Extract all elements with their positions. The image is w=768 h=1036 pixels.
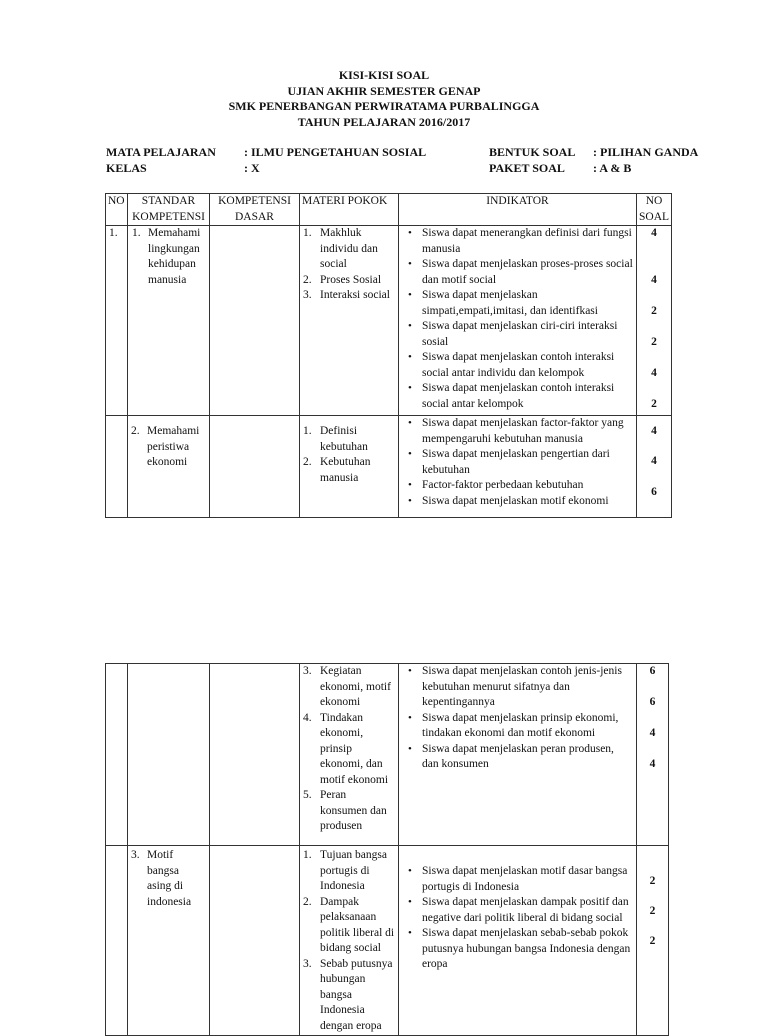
- kompetensi-dasar-cell: [210, 664, 300, 846]
- list-item: • Siswa dapat menjelaskan contoh jenis-jenis kebutuhan menurut sifatnya dan kepentingannya: [422, 664, 633, 711]
- indikator-cell: [399, 226, 637, 416]
- list-item: [303, 957, 395, 1035]
- item-number: 4.: [303, 711, 312, 724]
- item-text: Kegiatan ekonomi, motif ekonomi: [320, 665, 391, 708]
- document-header: [0, 68, 768, 130]
- no-soal-value: 4: [649, 758, 656, 770]
- list-item: • Siswa dapat menjelaskan proses-proses social dan motif social: [422, 257, 633, 288]
- item-number: 2.: [303, 456, 312, 468]
- doc-title: KISI-KISI SOAL: [338, 68, 430, 82]
- kelas-value: : X: [244, 160, 260, 175]
- sk-number: 2.: [131, 425, 140, 437]
- item-number: 1.: [303, 425, 312, 437]
- item-text: Proses Sosial: [320, 273, 382, 286]
- list-item: • Siswa dapat menjelaskan dampak positif dan negative dari politik liberal di bidang social: [422, 895, 633, 926]
- item-number: 5.: [303, 789, 312, 801]
- no-soal-cell: [637, 664, 669, 846]
- item-number: 1.: [303, 227, 312, 239]
- item-text: Peran konsumen dan produsen: [320, 789, 387, 832]
- no-soal-value: 6: [651, 486, 657, 498]
- kompetensi-dasar-cell: [210, 846, 300, 1036]
- mapel-label: MATA PELAJARAN: [106, 145, 216, 159]
- item-text: Kebutuhan manusia: [320, 456, 371, 484]
- item-number: 1.: [303, 849, 312, 861]
- list-item: [303, 288, 395, 304]
- bentuk-label: BENTUK SOAL: [489, 145, 576, 159]
- item-number: 3.: [303, 957, 312, 970]
- no-soal-value: 4: [651, 455, 657, 467]
- row-number: [106, 664, 128, 846]
- bentuk-value: : PILIHAN GANDA: [593, 145, 699, 159]
- list-item: • Siswa dapat menjelaskan motif dasar bangsa portugis di Indonesia: [422, 864, 633, 895]
- paket-label: PAKET SOAL: [489, 160, 565, 175]
- no-soal-value: 6: [649, 665, 656, 677]
- col-materi-pokok-header: MATERI POKOK: [300, 194, 399, 226]
- list-item: [303, 788, 395, 835]
- mapel-value: : ILMU PENGETAHUAN SOSIAL: [244, 145, 427, 159]
- item-text: Dampak pelaksanaan politik liberal di bidang social: [320, 895, 395, 954]
- list-item: • Siswa dapat menjelaskan motif ekonomi: [422, 494, 633, 510]
- item-text: Tujuan bangsa portugis di Indonesia: [320, 849, 387, 892]
- table-row: [106, 416, 672, 518]
- no-soal-value: 2: [651, 398, 657, 410]
- indikator-cell: [399, 846, 637, 1036]
- standar-kompetensi-cell: [128, 226, 210, 416]
- table-row: [106, 226, 672, 416]
- no-soal-value: 4: [651, 367, 657, 379]
- list-item: [303, 664, 395, 711]
- list-item: • Siswa dapat menjelaskan peran produsen, dan konsumen: [422, 742, 633, 773]
- list-item: • Siswa dapat menjelaskan factor-faktor yang mempengaruhi kebutuhan manusia: [422, 416, 633, 447]
- paket-value: : A & B: [593, 160, 632, 175]
- sk-text: Memahami peristiwa ekonomi: [147, 425, 200, 468]
- col-standar-kompetensi-header: STANDAR KOMPETENSI: [128, 194, 210, 226]
- list-item: • Siswa dapat menjelaskan pengertian dari kebutuhan: [422, 447, 633, 478]
- doc-academic-year: TAHUN PELAJARAN 2016/2017: [297, 114, 471, 129]
- list-item: [303, 711, 395, 789]
- item-text: Sebab putusnya hubungan bangsa Indonesia dengan eropa: [320, 957, 393, 1032]
- col-indikator-header: INDIKATOR: [399, 194, 637, 226]
- list-item: • Siswa dapat menerangkan definisi dari fungsi manusia: [422, 226, 633, 257]
- no-soal-cell: [637, 226, 672, 416]
- item-text: Definisi kebutuhan: [320, 425, 368, 453]
- list-item: [303, 848, 395, 895]
- col-kompetensi-dasar-header: KOMPETENSI DASAR: [210, 194, 300, 226]
- kisi-kisi-table-continued: [105, 663, 669, 1036]
- col-no-soal-header: NO SOAL: [637, 194, 672, 226]
- standar-kompetensi-cell: [128, 416, 210, 518]
- no-soal-value: 2: [651, 336, 657, 348]
- no-soal-cell: [637, 416, 672, 518]
- materi-pokok-cell: [300, 846, 399, 1036]
- row-number: [106, 846, 128, 1036]
- sk-text: Motif bangsa asing di indonesia: [147, 849, 192, 908]
- no-soal-value: 2: [649, 875, 656, 887]
- kisi-kisi-table: [105, 193, 672, 518]
- no-soal-value: 4: [651, 425, 657, 437]
- no-soal-value: 4: [649, 727, 656, 739]
- no-soal-value: 4: [651, 227, 657, 239]
- standar-kompetensi-cell: [128, 664, 210, 846]
- list-item: • Siswa dapat menjelaskan ciri-ciri interaksi sosial: [422, 319, 633, 350]
- no-soal-cell: [637, 846, 669, 1036]
- list-item: [303, 895, 395, 957]
- list-item: [303, 424, 395, 455]
- no-soal-value: 2: [651, 305, 657, 317]
- doc-subtitle-exam: UJIAN AKHIR SEMESTER GENAP: [287, 83, 481, 98]
- item-text: Makhluk individu dan social: [320, 227, 378, 270]
- no-soal-value: 2: [649, 935, 656, 947]
- list-item: • Siswa dapat menjelaskan sebab-sebab pokok putusnya hubungan bangsa Indonesia dengan eropa: [422, 926, 633, 973]
- no-soal-value: 6: [649, 696, 656, 708]
- list-item: [303, 273, 395, 289]
- materi-pokok-cell: [300, 416, 399, 518]
- kelas-label: KELAS: [106, 160, 147, 175]
- no-soal-value: 4: [651, 274, 657, 286]
- item-text: Tindakan ekonomi, prinsip ekonomi, dan motif ekonomi: [320, 711, 389, 786]
- table-row: [106, 664, 669, 846]
- meta-left: [106, 145, 426, 176]
- table-row: [106, 846, 669, 1036]
- item-number: 3.: [303, 289, 312, 301]
- row-number: [106, 416, 128, 518]
- materi-pokok-cell: [300, 226, 399, 416]
- indikator-cell: [399, 416, 637, 518]
- item-text: Interaksi social: [320, 289, 390, 301]
- list-item: • Siswa dapat menjelaskan prinsip ekonomi, tindakan ekonomi dan motif ekonomi: [422, 711, 633, 742]
- item-number: 2.: [303, 895, 312, 908]
- sk-text: Memahami lingkungan kehidupan manusia: [148, 227, 201, 286]
- list-item: • Siswa dapat menjelaskan simpati,empati,imitasi, dan identifkasi: [422, 288, 633, 319]
- col-no-header: NO: [106, 194, 128, 226]
- indikator-cell: [399, 664, 637, 846]
- standar-kompetensi-cell: [128, 846, 210, 1036]
- kompetensi-dasar-cell: [210, 416, 300, 518]
- meta-right: [489, 145, 698, 176]
- kompetensi-dasar-cell: [210, 226, 300, 416]
- list-item: • Siswa dapat menjelaskan contoh interaksi social antar kelompok: [422, 381, 633, 412]
- item-number: 3.: [303, 665, 312, 677]
- sk-number: 1.: [132, 227, 141, 239]
- list-item: • Factor-faktor perbedaan kebutuhan: [422, 478, 633, 494]
- list-item: • Siswa dapat menjelaskan contoh interaksi social antar individu dan kelompok: [422, 350, 633, 381]
- sk-number: 3.: [131, 849, 140, 861]
- materi-pokok-cell: [300, 664, 399, 846]
- list-item: [303, 455, 395, 486]
- doc-school-name: SMK PENERBANGAN PERWIRATAMA PURBALINGGA: [228, 99, 540, 113]
- item-number: 2.: [303, 273, 312, 286]
- table-header-row: [106, 194, 672, 226]
- row-number: 1.: [106, 226, 128, 416]
- no-soal-value: 2: [649, 905, 656, 917]
- list-item: [303, 226, 395, 273]
